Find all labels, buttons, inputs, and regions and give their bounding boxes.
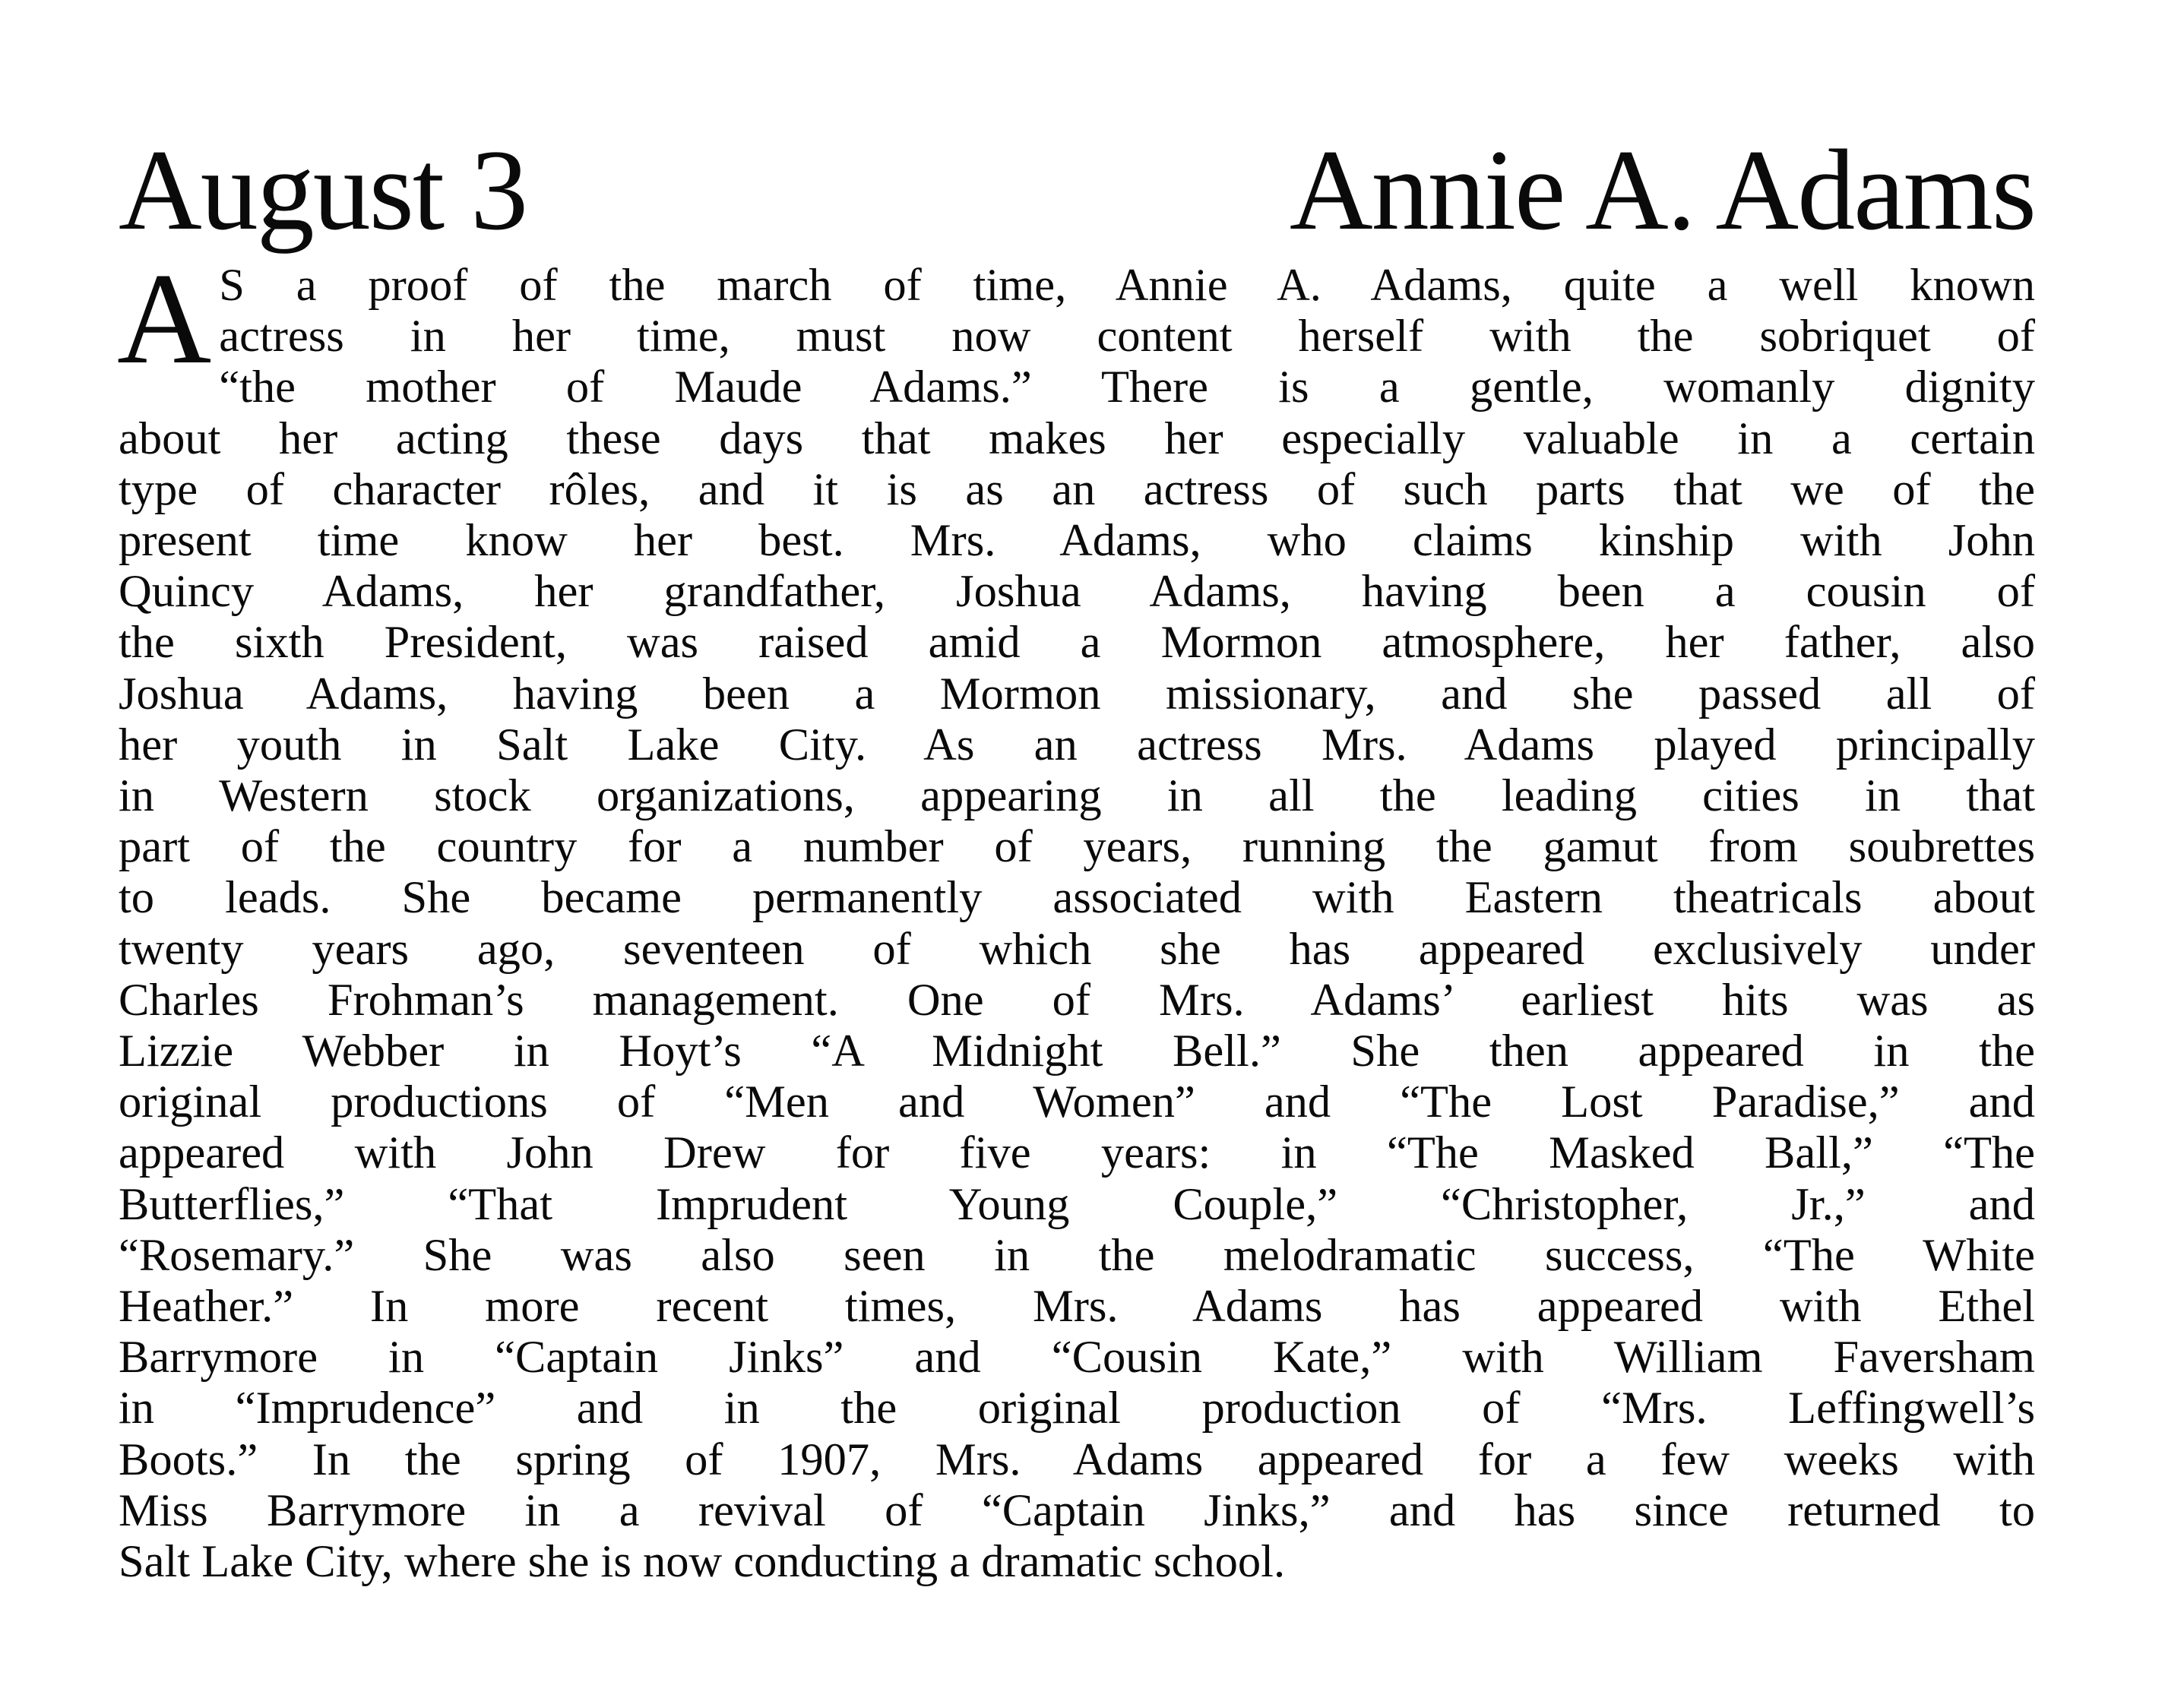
body-line: “the mother of Maude Adams.” There is a gentle, womanly dignity [219,362,2035,413]
body-line: twenty years ago, seventeen of which she has appeared exclusively under [119,923,2035,975]
body-line: about her acting these days that makes her especially valuable in a certain [119,413,2035,464]
article-heading [119,126,2035,254]
body-line: Barrymore in “Captain Jinks” and “Cousin Kate,” with William Faversham [119,1332,2035,1383]
heading-date: August 3 [119,126,527,254]
heading-name: Annie A. Adams [1289,126,2035,254]
body-line: type of character rôles, and it is as an actress of such parts that we of the [119,463,2035,515]
body-line: in “Imprudence” and in the original production of “Mrs. Leffingwell’s [119,1383,2035,1434]
body-line: part of the country for a number of years, running the gamut from soubrettes [119,821,2035,873]
body-line: in Western stock organizations, appearing in all the leading cities in that [119,770,2035,822]
body-line: the sixth President, was raised amid a Mormon atmosphere, her father, also [119,617,2035,669]
body-line: to leads. She became permanently associated with Eastern theatricals about [119,872,2035,924]
body-line: Salt Lake City, where she is now conducting a dramatic school. [119,1536,1286,1588]
body-line: Joshua Adams, having been a Mormon missionary, and she passed all of [119,668,2035,719]
body-line: Boots.” In the spring of 1907, Mrs. Adams appeared for a few weeks with [119,1434,2035,1485]
body-line: original productions of “Men and Women” and “The Lost Paradise,” and [119,1077,2035,1128]
body-line: Miss Barrymore in a revival of “Captain Jinks,” and has since returned to [119,1484,2035,1536]
body-line: Charles Frohman’s management. One of Mrs. Adams’ earliest hits was as [119,974,2035,1026]
body-line: present time know her best. Mrs. Adams, who claims kinship with John [119,515,2035,567]
body-line: Heather.” In more recent times, Mrs. Adams has appeared with Ethel [119,1281,2035,1333]
body-line: Quincy Adams, her grandfather, Joshua Adams, having been a cousin of [119,566,2035,618]
body-line: her youth in Salt Lake City. As an actress Mrs. Adams played principally [119,719,2035,770]
article-body [117,247,2035,1588]
body-line: Lizzie Webber in Hoyt’s “A Midnight Bell.” She then appeared in the [119,1026,2035,1077]
body-line: actress in her time, must now content herself with the sobriquet of [219,311,2035,362]
article [117,126,2035,1588]
body-line: Butterflies,” “That Imprudent Young Couple,” “Christopher, Jr.,” and [119,1178,2035,1230]
body-line: “Rosemary.” She was also seen in the melodramatic success, “The White [119,1229,2035,1281]
body-line: S a proof of the march of time, Annie A. Adams, quite a well known [219,260,2035,311]
body-line: appeared with John Drew for five years: in “The Masked Ball,” “The [119,1127,2035,1179]
drop-cap: A [117,247,212,391]
